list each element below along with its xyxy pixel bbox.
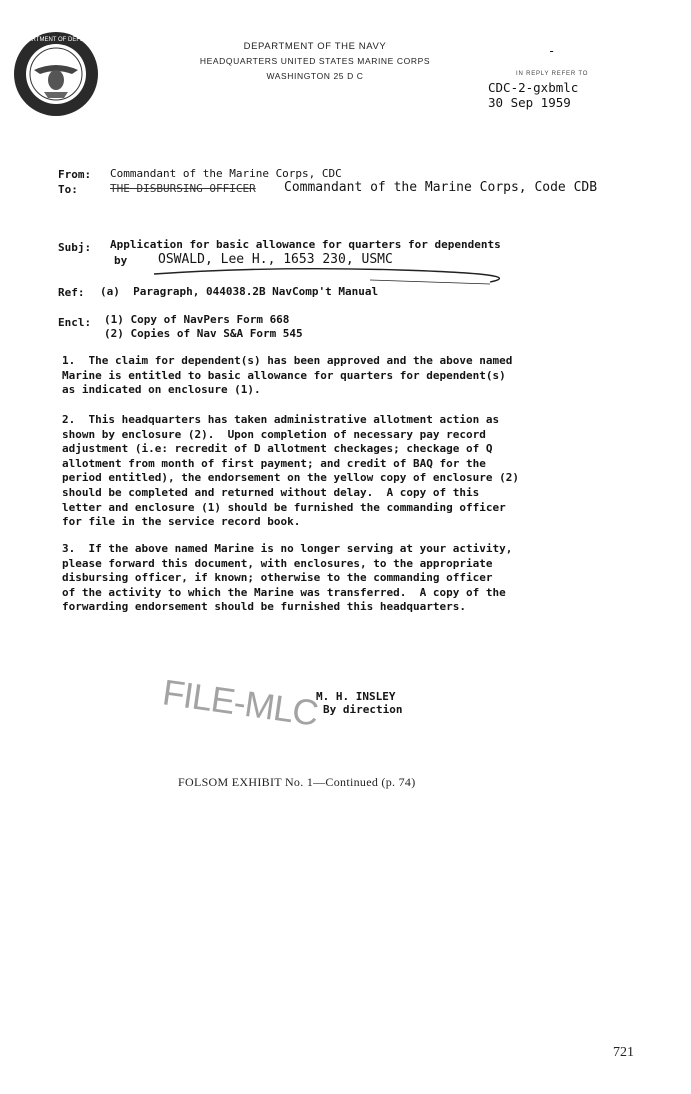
paragraph-3-line: 3. If the above named Marine is no longer serving at your activity, xyxy=(62,542,513,555)
refer-label: IN REPLY REFER TO xyxy=(516,71,589,77)
paragraph-2 xyxy=(62,413,519,530)
encl-item-2: (2) Copies of Nav S&A Form 545 xyxy=(104,327,303,340)
subj-line-1: Application for basic allowance for quarters for dependents xyxy=(110,238,501,251)
paragraph-2-line: for file in the service record book. xyxy=(62,515,301,529)
svg-text:DEPARTMENT OF DEFENSE: DEPARTMENT OF DEFENSE xyxy=(15,37,97,43)
paragraph-1 xyxy=(62,354,512,398)
to-label: To: xyxy=(58,183,78,196)
subj-label: Subj: xyxy=(58,241,92,254)
paragraph-3-line: please forward this document, with enclosures, to the appropriate xyxy=(62,556,493,570)
paragraph-1-line: Marine is entitled to basic allowance for quarters for dependent(s) xyxy=(62,368,506,382)
from-text: Commandant of the Marine Corps, CDC xyxy=(110,167,342,180)
paragraph-3-line: forwarding endorsement should be furnished this headquarters. xyxy=(62,600,466,614)
top-dash: - xyxy=(548,44,556,58)
subj-name: OSWALD, Lee H., 1653 230, USMC xyxy=(158,252,393,267)
paragraph-1-line: as indicated on enclosure (1). xyxy=(62,383,261,397)
paragraph-2-line: allotment from month of first payment; and credit of BAQ for the xyxy=(62,456,486,470)
paragraph-3-line: disbursing officer, if known; otherwise to the commanding officer xyxy=(62,571,493,585)
paragraph-3-line: of the activity to which the Marine was transferred. A copy of the xyxy=(62,585,506,599)
encl-item-1: (1) Copy of NavPers Form 668 xyxy=(104,313,290,326)
ref-text: (a) Paragraph, 044038.2B NavComp't Manual xyxy=(100,285,379,298)
file-stamp: FILE-MLC xyxy=(159,671,321,734)
exhibit-caption: FOLSOM EXHIBIT No. 1—Continued (p. 74) xyxy=(178,775,416,789)
paragraph-2-line: 2. This headquarters has taken administrative allotment action as xyxy=(62,413,500,426)
paragraph-2-line: shown by enclosure (2). Upon completion of necessary pay record xyxy=(62,427,486,441)
paragraph-1-line: 1. The claim for dependent(s) has been approved and the above named xyxy=(62,354,513,367)
letterhead-department: DEPARTMENT OF THE NAVY xyxy=(243,41,387,52)
department-seal xyxy=(12,30,100,118)
reference-code: CDC-2-gxbmlc xyxy=(488,80,579,95)
to-text: Commandant of the Marine Corps, Code CDB xyxy=(284,180,598,195)
letterhead-headquarters: HEADQUARTERS UNITED STATES MARINE CORPS xyxy=(199,56,431,66)
page-number: 721 xyxy=(613,1045,634,1060)
paragraph-2-line: adjustment (i.e: recredit of D allotment checkages; checkage of Q xyxy=(62,442,493,456)
subj-by: by xyxy=(114,254,128,267)
signature-name: M. H. INSLEY xyxy=(316,690,396,703)
reference-date: 30 Sep 1959 xyxy=(488,95,571,110)
paragraph-2-line: letter and enclosure (1) should be furnished the commanding officer xyxy=(62,500,506,514)
ref-label: Ref: xyxy=(58,286,85,299)
paragraph-2-line: period entitled), the endorsement on the yellow copy of enclosure (2) xyxy=(62,471,519,485)
to-struck-text: THE DISBURSING OFFICER xyxy=(110,182,256,195)
paragraph-3 xyxy=(62,542,512,615)
paragraph-2-line: should be completed and returned without delay. A copy of this xyxy=(62,485,480,499)
signature-by-direction: By direction xyxy=(323,703,403,716)
letterhead-city: WASHINGTON 25 D C xyxy=(266,71,364,81)
from-label: From: xyxy=(58,168,92,181)
encl-label: Encl: xyxy=(58,316,92,329)
